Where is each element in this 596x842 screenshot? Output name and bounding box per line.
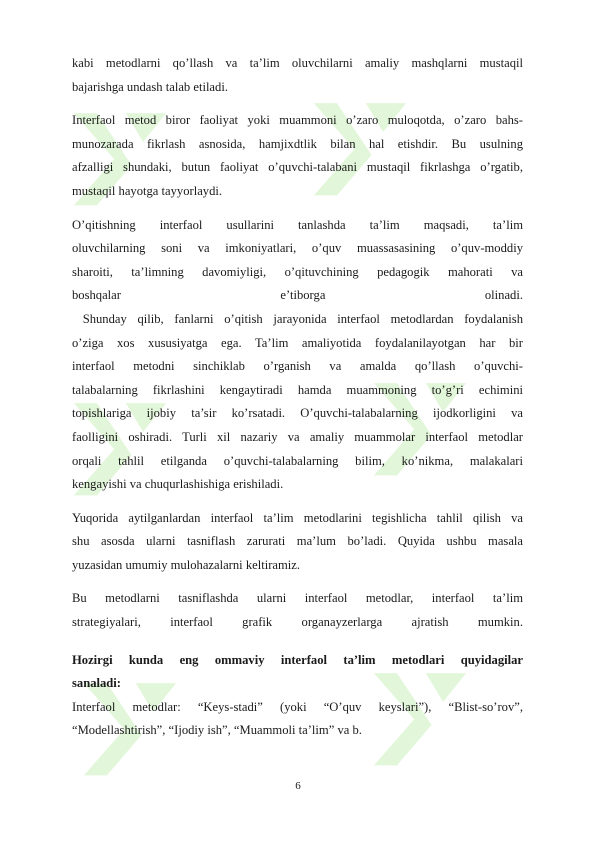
- text-line: O’qitishning interfaol usullarini tanlashda ta’lim maqsadi, ta’lim: [72, 217, 523, 232]
- text-line: Hozirgi kunda eng ommaviy interfaol ta’lim metodlari quyidagilar: [72, 652, 523, 667]
- text-line: Interfaol metodlar: “Keys-stadi” (yoki “O’quv keyslari”), “Blist-so’rov”,: [72, 699, 523, 714]
- section-heading: [72, 649, 523, 696]
- text-line: kabi metodlarni qo’llash va ta’lim oluvchilarni amaliy mashqlarni mustaqil: [72, 56, 523, 70]
- text-line: oluvchilarning soni va imkoniyatlari, o’quv muassasasining o’quv-moddiy: [72, 241, 523, 256]
- text-line: faolligini oshiradi. Turli xil nazariy va amaliy muammolar interfaol metodlar: [72, 429, 523, 444]
- text-line: Yuqorida aytilganlardan interfaol ta’lim metodlarini tegishlicha tahlil qilish va: [72, 510, 523, 525]
- text-line: sharoiti, ta’limning davomiyligi, o’qituvchining pedagogik mahorati va: [72, 264, 523, 279]
- text-line: shu asosda ularni tasniflash zarurati ma’lum bo’ladi. Quyida ushbu masala: [72, 534, 523, 549]
- text-line: bajarishga undash talab etiladi.: [72, 79, 228, 94]
- text-line: Interfaol metod biror faoliyat yoki muammoni o’zaro muloqotda, o’zaro bahs-: [72, 113, 523, 128]
- text-line: topishlariga ijobiy ta’sir ko’rsatadi. O’quvchi-talabalarning ijodkorligini va: [72, 406, 523, 421]
- paragraph: [72, 696, 523, 743]
- paragraph: [72, 587, 523, 634]
- page-number: 6: [295, 780, 301, 792]
- paragraph: [72, 507, 523, 578]
- paragraph: [72, 214, 523, 497]
- paragraph: [72, 52, 523, 99]
- text-line: yuzasidan umumiy mulohazalarni keltiramiz.: [72, 557, 301, 572]
- text-line: talabalarning fikrlashini kengaytiradi hamda muammoning to’g’ri echimini: [72, 382, 523, 397]
- text-line: o’ziga xos xususiyatga ega. Ta’lim amaliyotida foydalanilayotgan har bir: [72, 335, 523, 350]
- text-line: interfaol metodni sinchiklab o’rganish va amalda qo’llash o’quvchi-: [72, 359, 523, 374]
- text-line: orqali tahlil etilganda o’quvchi-talabalarning bilim, ko’nikma, malakalari: [72, 453, 523, 468]
- text-line: munozarada fikrlash asnosida, hamjixdtlik bilan hal etishdir. Bu usulning: [72, 136, 523, 151]
- text-line: afzalligi shundaki, butun faoliyat o’quvchi-talabani mustaqil fikrlashga o’rgatib,: [72, 160, 523, 175]
- text-line: “Modellashtirish”, “Ijodiy ish”, “Muammoli ta’lim” va b.: [72, 723, 362, 738]
- document-body: [72, 52, 523, 753]
- text-line: Shunday qilib, fanlarni o’qitish jarayonida interfaol metodlardan foydalanish: [72, 311, 523, 326]
- text-line: mustaqil hayotga tayyorlaydi.: [72, 183, 223, 198]
- text-line: strategiyalari, interfaol grafik organayzerlarga ajratish mumkin.: [72, 615, 523, 630]
- paragraph: [72, 109, 523, 203]
- text-line: boshqalar e’tiborga olinadi.: [72, 288, 523, 303]
- text-line: sanaladi:: [72, 676, 121, 691]
- text-line: kengayishi va chuqurlashishiga erishiladi.: [72, 477, 284, 492]
- text-line: Bu metodlarni tasniflashda ularni interfaol metodlar, interfaol ta’lim: [72, 591, 523, 606]
